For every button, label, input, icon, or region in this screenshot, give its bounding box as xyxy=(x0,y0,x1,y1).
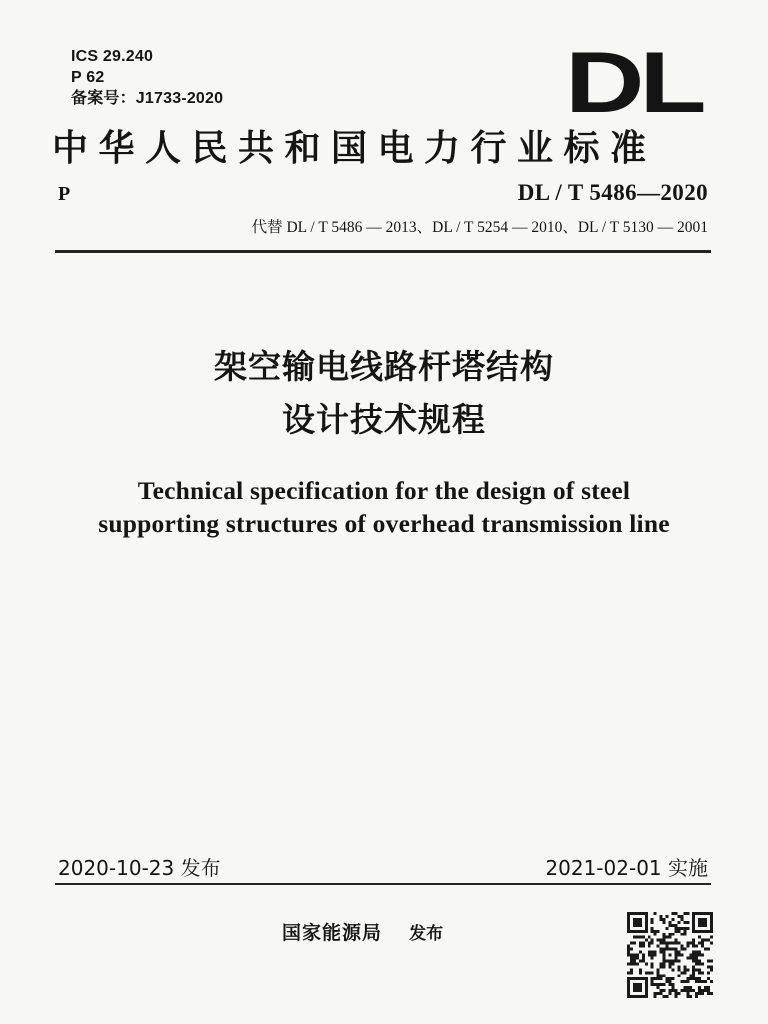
bottom-divider xyxy=(55,883,711,885)
classification-block xyxy=(71,46,223,109)
english-title-line-2: supporting structures of overhead transmission line xyxy=(98,509,670,538)
issue-date: 2020-10-23 发布 xyxy=(58,856,221,880)
qr-code-icon[interactable] xyxy=(627,912,713,998)
top-divider xyxy=(55,250,711,253)
standard-type-title: 中华人民共和国电力行业标准 xyxy=(52,127,657,169)
chinese-title xyxy=(0,340,768,446)
standard-category: P xyxy=(58,183,71,205)
english-title-line-1: Technical specification for the design of steel xyxy=(137,476,631,505)
publisher xyxy=(282,918,443,945)
filing-number: 备案号：J1733-2020 xyxy=(71,90,224,107)
category-code: P 62 xyxy=(71,69,105,86)
publisher-org: 国家能源局 xyxy=(282,922,383,944)
dl-logo: DL xyxy=(565,35,702,131)
effective-date: 2021-02-01 实施 xyxy=(545,856,708,880)
english-title xyxy=(0,474,768,540)
chinese-title-line-2: 设计技术规程 xyxy=(282,400,486,439)
publish-label: 发布 xyxy=(409,924,444,944)
ics-code: ICS 29.240 xyxy=(71,48,154,65)
replaces-note: 代替 DL / T 5486 — 2013、DL / T 5254 — 2010、DL / T 5130 — 2001 xyxy=(251,219,708,236)
chinese-title-line-1: 架空输电线路杆塔结构 xyxy=(214,347,554,386)
standard-number: DL / T 5486—2020 xyxy=(517,180,708,205)
